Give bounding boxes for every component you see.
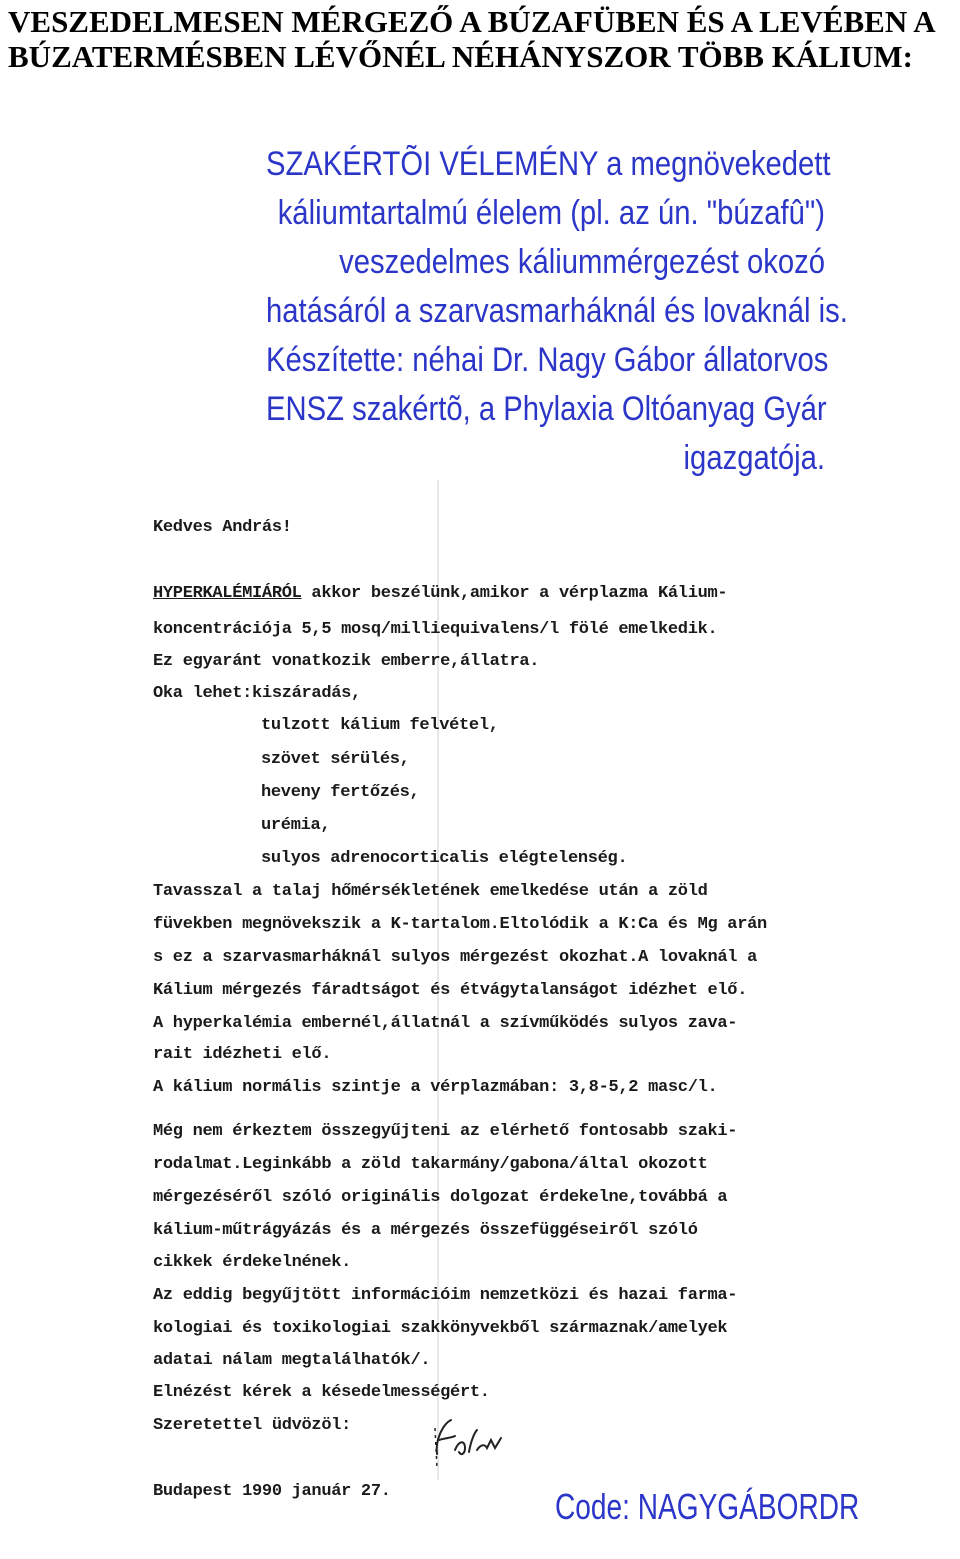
potassium-normal-level: A kálium normális szintje a vérplazmában: 3,8-5,2 masc/l. <box>153 1078 718 1097</box>
headline-line-1: VESZEDELMESEN MÉRGEZŐ A BÚZAFÜBEN ÉS A LEVÉBEN A <box>8 4 936 39</box>
letter-line: Még nem érkeztem összegyűjteni az elérhető fontosabb szaki- <box>153 1122 738 1141</box>
letter-line: Tavasszal a talaj hőmérsékletének emelkedése után a zöld <box>153 882 708 901</box>
letter-line: rait idézheti elő. <box>153 1045 332 1064</box>
cause-item: heveny fertőzés, <box>261 783 420 802</box>
letter-line: Ez egyaránt vonatkozik emberre,állatra. <box>153 652 540 671</box>
letter-salutation: Kedves András! <box>153 518 292 537</box>
letter-date: Budapest 1990 január 27. <box>153 1482 391 1501</box>
cause-item: sulyos adrenocorticalis elégtelenség. <box>261 849 628 868</box>
letter-line-rest: akkor beszélünk,amikor a vérplazma Kálium- <box>301 584 728 603</box>
expert-line: SZAKÉRTÕI VÉLEMÉNY a megnövekedett <box>266 145 831 183</box>
headline <box>8 4 958 74</box>
code-label: Code: NAGYGÁBORDR <box>555 1486 860 1527</box>
signature-image <box>425 1410 515 1470</box>
expert-line: igazgatója. <box>683 439 825 477</box>
letter-line: mérgezéséről szóló originális dolgozat érdekelne,továbbá a <box>153 1188 728 1207</box>
letter-line: s ez a szarvasmarháknál sulyos mérgezést okozhat.A lovaknál a <box>153 948 758 967</box>
expert-line: hatásáról a szarvasmarháknál és lovaknál is. <box>266 292 848 330</box>
letter-line: adatai nálam megtalálhatók/. <box>153 1351 431 1370</box>
letter-line: cikkek érdekelnének. <box>153 1253 352 1272</box>
letter-line: kálium-műtrágyázás és a mérgezés összefüggéseiről szóló <box>153 1221 698 1240</box>
cause-item: szövet sérülés, <box>261 750 410 769</box>
expert-line: káliumtartalmú élelem (pl. az ún. "búzafû") <box>277 194 825 232</box>
letter-line: rodalmat.Leginkább a zöld takarmány/gabona/által okozott <box>153 1155 708 1174</box>
expert-opinion-caption <box>266 140 848 483</box>
cause-item: urémia, <box>261 816 331 835</box>
letter-line <box>153 584 727 603</box>
causes-label: Oka lehet:kiszáradás, <box>153 684 361 703</box>
letter-line: Az eddig begyűjtött információim nemzetközi és hazai farma- <box>153 1286 738 1305</box>
hyperkalemia-term: HYPERKALÉMIÁRÓL <box>153 584 302 603</box>
cause-item: tulzott kálium felvétel, <box>261 716 499 735</box>
expert-line: ENSZ szakértõ, a Phylaxia Oltóanyag Gyár <box>266 390 827 428</box>
headline-line-2: BÚZATERMÉSBEN LÉVŐNÉL NÉHÁNYSZOR TÖBB KÁLIUM: <box>8 39 913 74</box>
letter-apology: Elnézést kérek a késedelmességért. <box>153 1383 490 1402</box>
letter-line: Kálium mérgezés fáradtságot és étvágytalanságot idézhet elő. <box>153 981 748 1000</box>
expert-line: veszedelmes káliummérgezést okozó <box>339 243 825 281</box>
letter-line: kologiai és toxikologiai szakkönyvekből származnak/amelyek <box>153 1319 728 1338</box>
letter-line: füvekben megnövekszik a K-tartalom.Eltolódik a K:Ca és Mg arán <box>153 915 767 934</box>
letter-line: A hyperkalémia embernél,állatnál a szívműködés sulyos zava- <box>153 1014 738 1033</box>
letter-closing: Szeretettel üdvözöl: <box>153 1416 352 1435</box>
expert-line: Készítette: néhai Dr. Nagy Gábor állatorvos <box>266 341 829 379</box>
letter-line: koncentrációja 5,5 mosq/milliequivalens/l fölé emelkedik. <box>153 620 718 639</box>
